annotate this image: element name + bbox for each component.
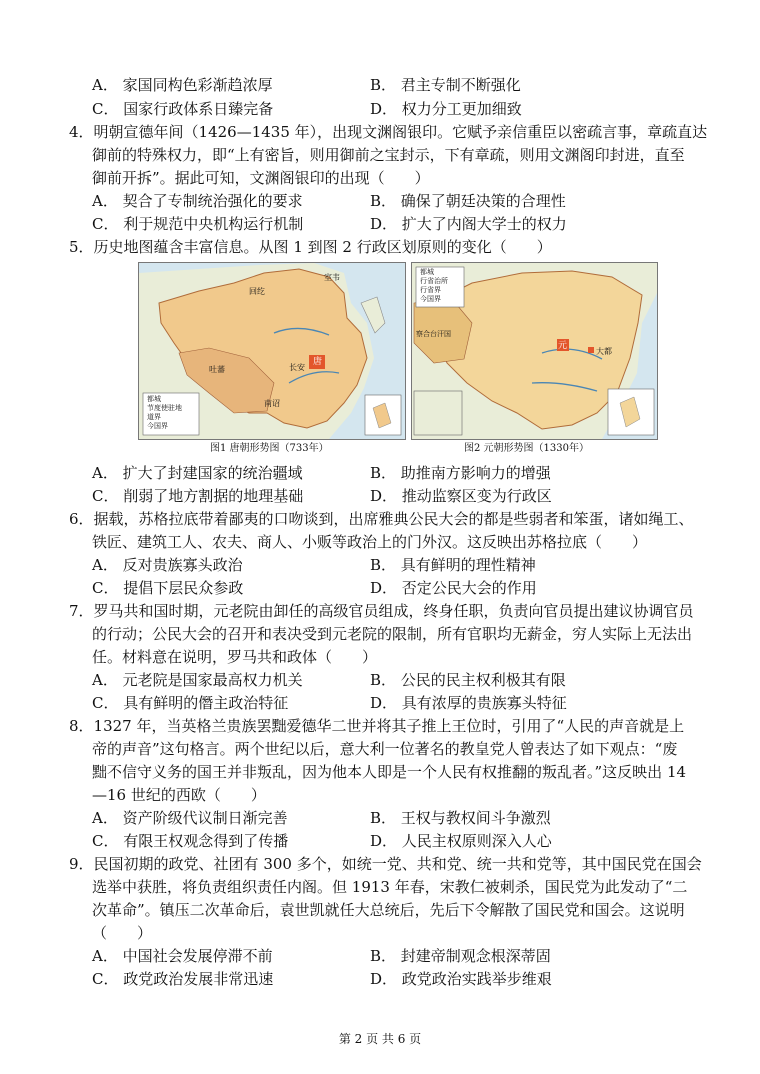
q6-option-d[interactable]: D． 否定公民大会的作用 — [370, 579, 537, 597]
tang-map-legend-2: 节度使驻地 — [147, 404, 182, 412]
q6-option-b[interactable]: B． 具有鲜明的理性精神 — [370, 556, 536, 574]
q8-option-b[interactable]: B． 王权与教权间斗争激烈 — [370, 809, 551, 827]
q8-option-c[interactable]: C． 有限王权观念得到了传播 — [92, 832, 289, 850]
yuan-map-caption: 图2 元朝形势图（1330年） — [464, 443, 589, 454]
q7-option-a[interactable]: A． 元老院是国家最高权力机关 — [92, 671, 303, 689]
yuan-map-legend-3: 行省界 — [420, 286, 441, 294]
q7-stem-line-1: 7．罗马共和国时期，元老院由卸任的高级官员组成，终身任职，负责向官员提出建议协调官员 — [69, 602, 694, 620]
tang-map-label-changan: 长安 — [289, 363, 305, 372]
q8-stem-line-1: 8．1327 年，当英格兰贵族罢黜爱德华二世并将其子推上王位时，引用了“人民的声音就是上 — [69, 717, 685, 735]
q4-option-c[interactable]: C． 利于规范中央机构运行机制 — [92, 215, 304, 233]
q3-option-c[interactable]: C． 国家行政体系日臻完备 — [92, 100, 274, 118]
yuan-map-label-chagatai: 察合台汗国 — [416, 330, 451, 338]
q4-option-a[interactable]: A． 契合了专制统治强化的要求 — [92, 192, 303, 210]
q6-option-c[interactable]: C． 提倡下层民众参政 — [92, 579, 244, 597]
q4-stem-line-2: 御前的特殊权力，即“上有密旨，则用御前之宝封示，下有章疏，则用文渊阁印封进，直至 — [92, 146, 685, 164]
q5-maps — [138, 262, 656, 454]
q5-option-c[interactable]: C． 削弱了地方割据的地理基础 — [92, 487, 304, 505]
tang-map-label-huihe: 回纥 — [249, 287, 265, 296]
tang-map-label-nanzhao: 南诏 — [264, 399, 280, 408]
q6-stem-line-1: 6．据载，苏格拉底带着鄙夷的口吻谈到，出席雅典公民大会的都是些弱者和笨蛋，诸如绳工、 — [69, 510, 694, 528]
q5-stem-line-1: 5．历史地图蕴含丰富信息。从图 1 到图 2 行政区划原则的变化（ ） — [69, 238, 552, 256]
q5-option-d[interactable]: D． 推动监察区变为行政区 — [370, 487, 552, 505]
tang-map-legend-3: 道界 — [147, 413, 161, 421]
yuan-map-legend-1: 都城 — [420, 268, 434, 276]
q9-option-d[interactable]: D． 政党政治实践举步维艰 — [370, 970, 552, 988]
q9-option-b[interactable]: B． 封建帝制观念根深蒂固 — [370, 947, 551, 965]
q7-stem-line-2: 的行动；公民大会的召开和表决受到元老院的限制，所有官职均无薪金，穷人实际上无法出 — [92, 625, 693, 643]
tang-map-label-tubo: 吐蕃 — [209, 365, 225, 374]
yuan-map-label-dadu: 大都 — [596, 347, 612, 356]
tang-map-legend-1: 都城 — [147, 395, 161, 403]
q9-stem-line-1: 9．民国初期的政党、社团有 300 多个，如统一党、共和党、统一共和党等，其中国民党在国会 — [69, 855, 702, 873]
q6-stem-line-2: 铁匠、建筑工人、农夫、商人、小贩等政治上的门外汉。这反映出苏格拉底（ ） — [92, 533, 648, 551]
q7-option-d[interactable]: D． 具有浓厚的贵族寡头特征 — [370, 694, 567, 712]
yuan-map-legend-2: 行省治所 — [420, 277, 448, 285]
q8-option-a[interactable]: A． 资产阶级代议制日渐完善 — [92, 809, 288, 827]
q8-stem-line-3: 黜不信守义务的国王并非叛乱，因为他本人即是一个人民有权推翻的叛乱者。”这反映出 14 — [92, 763, 687, 781]
q9-stem-line-3: 次革命”。镇压二次革命后，袁世凯就任大总统后，先后下令解散了国民党和国会。这说明 — [92, 901, 685, 919]
tang-map-caption: 图1 唐朝形势图（733年） — [210, 443, 329, 454]
q7-option-c[interactable]: C． 具有鲜明的僭主政治特征 — [92, 694, 289, 712]
q4-option-d[interactable]: D． 扩大了内阁大学士的权力 — [370, 215, 567, 233]
q9-stem-line-2: 选举中获胜，将负责组织责任内阁。但 1913 年春，宋教仁被刺杀，国民党为此发动了“二 — [92, 878, 688, 896]
q4-option-b[interactable]: B． 确保了朝廷决策的合理性 — [370, 192, 566, 210]
tang-map-label-tang: 唐 — [313, 357, 323, 367]
q7-stem-line-3: 任。材料意在说明，罗马共和政体（ ） — [92, 648, 378, 666]
page-number-footer: 第 2 页 共 6 页 — [338, 1032, 422, 1046]
q5-option-b[interactable]: B． 助推南方影响力的增强 — [370, 464, 551, 482]
tang-map-label-shiwei: 室韦 — [324, 273, 340, 282]
yuan-map-label-yuan: 元 — [558, 341, 568, 351]
q8-stem-line-2: 帝的声音”这句格言。两个世纪以后，意大利一位著名的教皇党人曾表达了如下观点：“废 — [92, 740, 678, 758]
q3-option-d[interactable]: D． 权力分工更加细致 — [370, 100, 522, 118]
yuan-map-image — [411, 262, 658, 440]
q6-option-a[interactable]: A． 反对贵族寡头政治 — [92, 556, 243, 574]
q7-option-b[interactable]: B． 公民的民主权利极其有限 — [370, 671, 566, 689]
q8-option-d[interactable]: D． 人民主权原则深入人心 — [370, 832, 552, 850]
q3-option-a[interactable]: A． 家国同构色彩渐趋浓厚 — [92, 76, 273, 94]
q9-stem-line-4: （ ） — [92, 924, 153, 942]
q5-option-a[interactable]: A． 扩大了封建国家的统治疆域 — [92, 464, 303, 482]
q9-option-a[interactable]: A． 中国社会发展停滞不前 — [92, 947, 273, 965]
yuan-map-legend-4: 今国界 — [420, 295, 441, 303]
q9-option-c[interactable]: C． 政党政治发展非常迅速 — [92, 970, 274, 988]
q4-stem-line-3: 御前开拆”。据此可知，文渊阁银印的出现（ ） — [92, 169, 430, 187]
q4-stem-line-1: 4．明朝宣德年间（1426—1435 年），出现文渊阁银印。它赋予亲信重臣以密疏言事，章疏直达 — [69, 123, 708, 141]
tang-map-image — [138, 262, 406, 440]
q8-stem-line-4: —16 世纪的西欧（ ） — [92, 786, 266, 804]
q3-option-b[interactable]: B． 君主专制不断强化 — [370, 76, 521, 94]
tang-map-legend-4: 今国界 — [147, 422, 168, 430]
